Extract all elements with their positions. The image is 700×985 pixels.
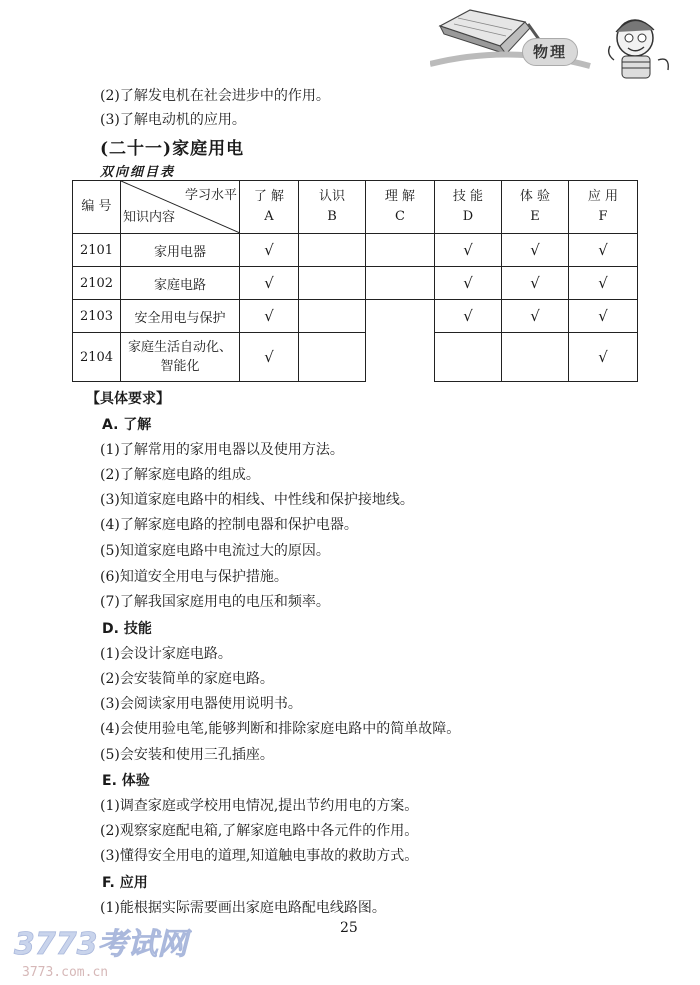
corner-header xyxy=(121,181,240,234)
category-title: E. 体验 xyxy=(102,773,150,789)
row-content: 家庭生活自动化、 智能化 xyxy=(121,333,240,382)
category-title: D. 技能 xyxy=(102,621,152,637)
level-header: 认识 B xyxy=(299,181,366,234)
category-title: F. 应用 xyxy=(102,875,148,891)
svg-text:3773.com.cn: 3773.com.cn xyxy=(22,965,109,980)
number-header: 编 号 xyxy=(73,181,121,234)
check-mark: √ xyxy=(502,234,569,267)
check-mark xyxy=(299,333,366,382)
level-header: 体 验 E xyxy=(502,181,569,234)
requirement-item: (2)观察家庭配电箱,了解家庭电路中各元件的作用。 xyxy=(100,823,419,839)
check-mark: √ xyxy=(240,267,299,300)
row-content: 家庭电路 xyxy=(121,267,240,300)
check-mark: √ xyxy=(435,300,502,333)
row-id: 2102 xyxy=(73,267,121,300)
table-header-row xyxy=(73,181,638,234)
requirement-item: (3)懂得安全用电的道理,知道触电事故的救助方式。 xyxy=(100,848,419,864)
svg-text:3773考试网: 3773考试网 xyxy=(14,927,188,962)
table-row xyxy=(73,300,638,333)
cartoon-kid-icon xyxy=(609,20,669,78)
row-content: 家用电器 xyxy=(121,234,240,267)
row-id: 2103 xyxy=(73,300,121,333)
requirement-item: (5)知道家庭电路中电流过大的原因。 xyxy=(100,543,330,559)
watermark-logo xyxy=(12,920,192,980)
check-mark xyxy=(366,234,435,267)
requirements-header: 【具体要求】 xyxy=(86,391,170,407)
requirement-item: (1)调查家庭或学校用电情况,提出节约用电的方案。 xyxy=(100,798,419,814)
level-header: 了 解 A xyxy=(240,181,299,234)
section-title: (二十一)家庭用电 xyxy=(100,139,245,159)
check-mark: √ xyxy=(502,300,569,333)
row-id: 2101 xyxy=(73,234,121,267)
requirement-item: (1)能根据实际需要画出家庭电路配电线路图。 xyxy=(100,900,386,916)
subject-badge: 物理 xyxy=(522,38,578,66)
check-mark: √ xyxy=(569,300,638,333)
intro-line: (2)了解发电机在社会进步中的作用。 xyxy=(100,88,330,104)
check-mark xyxy=(299,234,366,267)
check-mark: √ xyxy=(435,234,502,267)
level-header: 理 解 C xyxy=(366,181,435,234)
check-mark: √ xyxy=(502,267,569,300)
table-caption: 双向细目表 xyxy=(100,165,176,180)
page-number: 25 xyxy=(340,920,358,936)
requirement-item: (3)会阅读家用电器使用说明书。 xyxy=(100,696,302,712)
check-mark: √ xyxy=(240,234,299,267)
requirement-item: (7)了解我国家庭用电的电压和频率。 xyxy=(100,594,330,610)
check-mark xyxy=(299,267,366,300)
check-mark: √ xyxy=(240,333,299,382)
check-mark: √ xyxy=(435,267,502,300)
specification-table xyxy=(72,180,638,382)
requirement-item: (1)了解常用的家用电器以及使用方法。 xyxy=(100,442,344,458)
check-mark xyxy=(435,333,502,382)
check-mark: √ xyxy=(569,234,638,267)
check-mark xyxy=(366,267,435,300)
check-mark: √ xyxy=(569,267,638,300)
table-row xyxy=(73,267,638,300)
requirement-item: (2)会安装简单的家庭电路。 xyxy=(100,671,274,687)
requirement-item: (2)了解家庭电路的组成。 xyxy=(100,467,260,483)
corner-bottom-label: 知识内容 xyxy=(123,210,176,225)
row-id: 2104 xyxy=(73,333,121,382)
requirement-item: (4)会使用验电笔,能够判断和排除家庭电路中的简单故障。 xyxy=(100,721,461,737)
level-header: 技 能 D xyxy=(435,181,502,234)
requirement-item: (3)知道家庭电路中的相线、中性线和保护接地线。 xyxy=(100,492,414,508)
requirement-item: (5)会安装和使用三孔插座。 xyxy=(100,747,274,763)
check-mark: √ xyxy=(240,300,299,333)
check-mark xyxy=(502,333,569,382)
requirement-item: (6)知道安全用电与保护措施。 xyxy=(100,569,288,585)
check-mark xyxy=(299,300,366,333)
requirement-item: (4)了解家庭电路的控制电器和保护电器。 xyxy=(100,517,358,533)
requirement-item: (1)会设计家庭电路。 xyxy=(100,646,232,662)
table-row xyxy=(73,333,638,382)
check-mark: √ xyxy=(569,333,638,382)
check-mark xyxy=(366,300,435,382)
intro-line: (3)了解电动机的应用。 xyxy=(100,112,246,128)
level-header: 应 用 F xyxy=(569,181,638,234)
table-row xyxy=(73,234,638,267)
row-content: 安全用电与保护 xyxy=(121,300,240,333)
corner-top-label: 学习水平 xyxy=(184,188,237,203)
category-title: A. 了解 xyxy=(102,417,152,433)
